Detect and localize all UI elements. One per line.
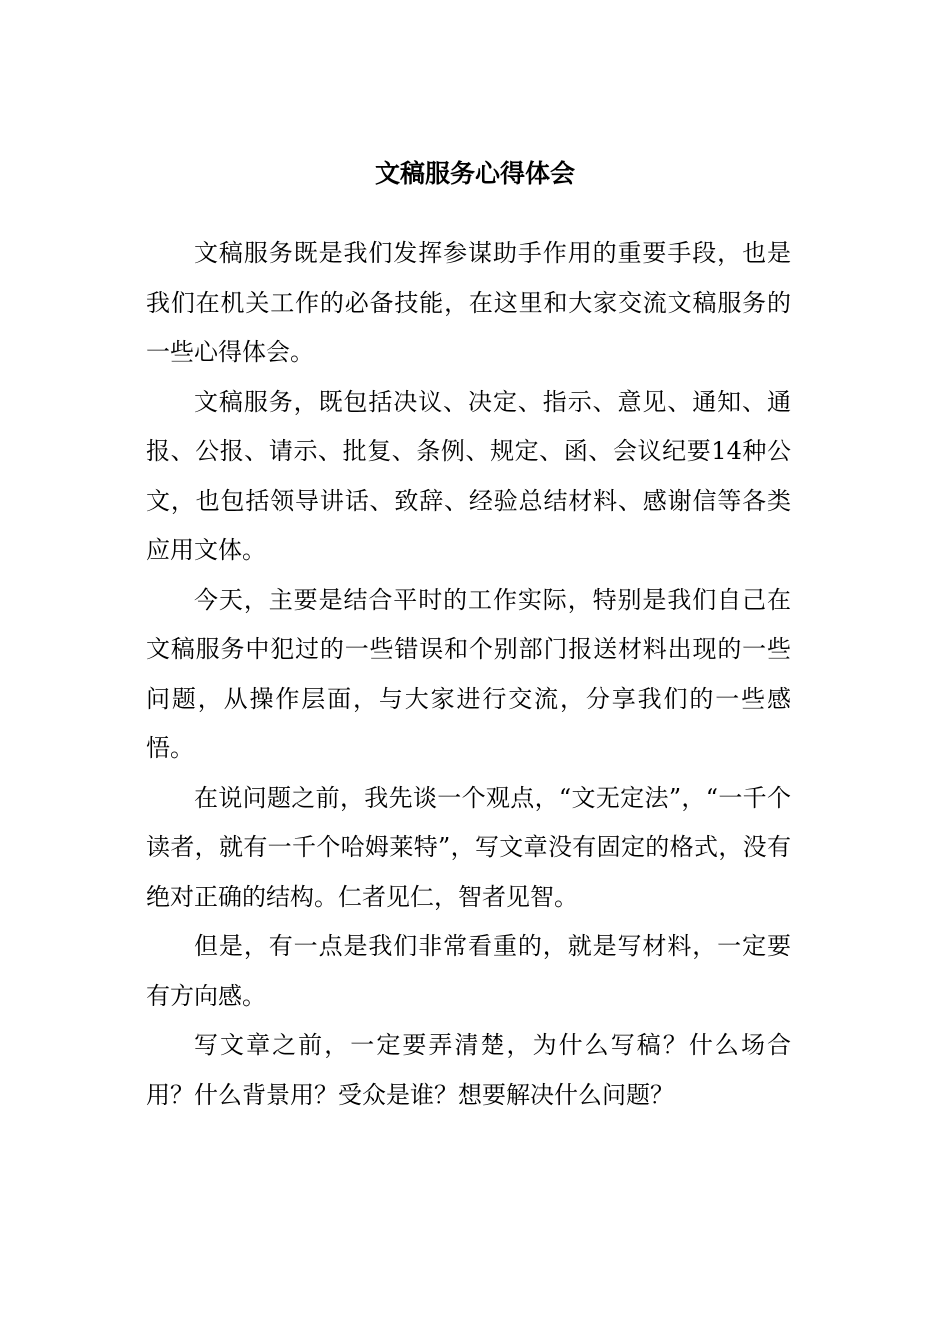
document-title: 文稿服务心得体会: [374, 159, 575, 188]
paragraph: 在说问题之前，我先谈一个观点，“文无定法”，“一千个读者，就有一千个哈姆莱特”，写文章没有固定的格式，没有绝对正确的结构。仁者见仁，智者见智。: [146, 783, 791, 911]
paragraph: 写文章之前，一定要弄清楚，为什么写稿？什么场合用？什么背景用？受众是谁？想要解决什么问题？: [146, 1031, 791, 1109]
paragraph: 今天，主要是结合平时的工作实际，特别是我们自己在文稿服务中犯过的一些错误和个别部门报送材料出现的一些问题，从操作层面，与大家进行交流，分享我们的一些感悟。: [146, 585, 791, 762]
paragraph: 文稿服务既是我们发挥参谋助手作用的重要手段，也是我们在机关工作的必备技能，在这里和大家交流文稿服务的一些心得体会。: [146, 239, 791, 366]
paragraph: 文稿服务，既包括决议、决定、指示、意见、通知、通报、公报、请示、批复、条例、规定、函、会议纪要14种公文，也包括领导讲话、致辞、经验总结材料、感谢信等各类应用文体。: [146, 387, 791, 564]
document-body: [146, 229, 791, 1120]
paragraph: 但是，有一点是我们非常看重的，就是写材料，一定要有方向感。: [146, 932, 791, 1010]
